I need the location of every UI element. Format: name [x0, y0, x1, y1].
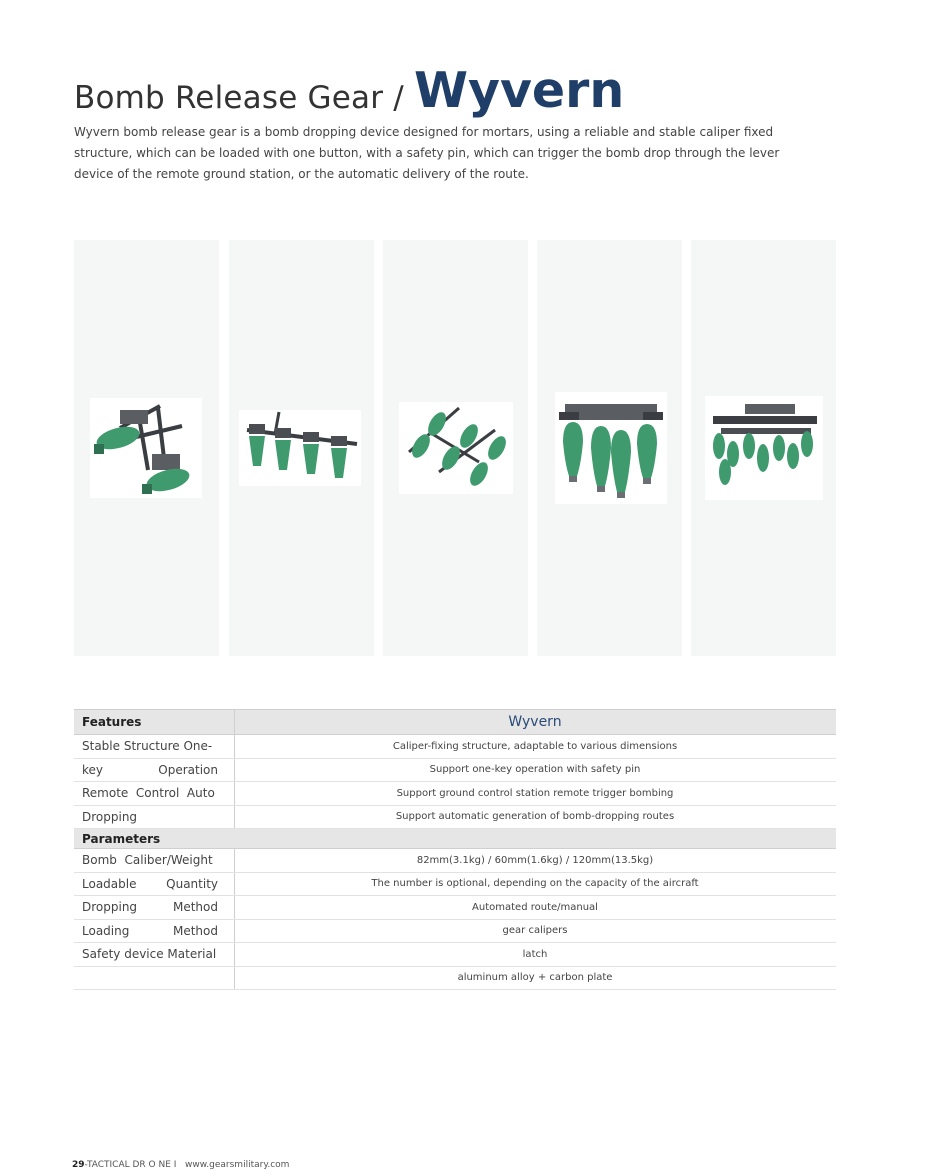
product-image-dual-release-gear	[90, 398, 202, 498]
spec-table	[74, 709, 836, 990]
gallery-panel-1	[74, 240, 219, 656]
product-image-six-release-gear	[399, 402, 513, 494]
table-header-row	[74, 709, 836, 735]
gallery-panel-5	[691, 240, 836, 656]
table-row	[74, 967, 836, 991]
row-label	[82, 759, 224, 782]
table-row	[74, 849, 836, 873]
footer-url: www.gearsmilitary.com	[185, 1160, 290, 1170]
table-row	[74, 873, 836, 897]
product-image-eight-release-gear	[705, 396, 823, 500]
row-label-part: Method	[172, 923, 218, 938]
row-label-part: Operation	[158, 762, 218, 777]
row-label	[82, 967, 224, 990]
product-image-large-caliber-release-gear	[555, 392, 667, 504]
row-value: Caliper-fixing structure, adaptable to various dimensions	[392, 740, 678, 752]
column-title: Wyvern	[508, 714, 562, 730]
row-label	[82, 920, 224, 943]
row-label: Remote Control Auto	[82, 786, 215, 801]
row-label-part: key	[82, 762, 104, 777]
row-value: Support automatic generation of bomb-dropping routes	[395, 811, 675, 823]
row-label-part: Dropping	[82, 900, 138, 915]
row-label-part: Quantity	[166, 876, 218, 891]
product-description: Wyvern bomb release gear is a bomb dropping device designed for mortars, using a reliable and stable caliper fixed structure, which can be loaded with one button, with a safety pin, which can trigger the bomb drop through the lever device of the remote ground station, or the automatic delivery of the route.	[74, 125, 780, 181]
row-label-part: Loadable	[82, 876, 137, 891]
row-value: 82mm(3.1kg) / 60mm(1.6kg) / 120mm(13.5kg)	[416, 854, 654, 866]
features-heading: Features	[82, 715, 142, 729]
table-row	[74, 896, 836, 920]
brand-name: Wyvern	[414, 62, 625, 119]
row-label-part: Loading	[82, 923, 130, 938]
row-value: Automated route/manual	[472, 901, 598, 913]
parameters-section-row	[74, 829, 836, 849]
page-number: 29	[72, 1160, 85, 1170]
gallery-panel-2	[229, 240, 374, 656]
table-row	[74, 806, 836, 830]
row-value: latch	[522, 948, 548, 960]
footer-section: -TACTICAL DR O NE I	[84, 1160, 177, 1170]
product-image-quad-release-gear	[239, 410, 361, 486]
table-row	[74, 759, 836, 783]
row-value: Support one-key operation with safety pin	[429, 764, 641, 776]
row-value: gear calipers	[502, 925, 568, 937]
parameters-heading: Parameters	[82, 831, 161, 846]
table-row	[74, 920, 836, 944]
row-label: Stable Structure One-	[82, 739, 213, 754]
row-label	[82, 873, 224, 896]
gallery-panel-3	[383, 240, 528, 656]
row-label: Safety device Material	[82, 947, 217, 962]
row-value: The number is optional, depending on the capacity of the aircraft	[371, 878, 699, 890]
table-row	[74, 782, 836, 806]
row-label: Bomb Caliber/Weight	[82, 853, 213, 868]
row-value: Support ground control station remote trigger bombing	[396, 787, 674, 799]
row-label	[82, 896, 224, 919]
table-row	[74, 943, 836, 967]
page-footer	[72, 1160, 289, 1170]
table-row	[74, 735, 836, 759]
row-value: aluminum alloy + carbon plate	[457, 972, 613, 984]
page-header	[74, 62, 874, 122]
page-title: Bomb Release Gear /	[74, 80, 404, 116]
gallery-panel-4	[537, 240, 682, 656]
product-gallery	[74, 240, 836, 656]
row-label: Dropping	[82, 809, 138, 824]
row-label-part: Method	[172, 900, 218, 915]
